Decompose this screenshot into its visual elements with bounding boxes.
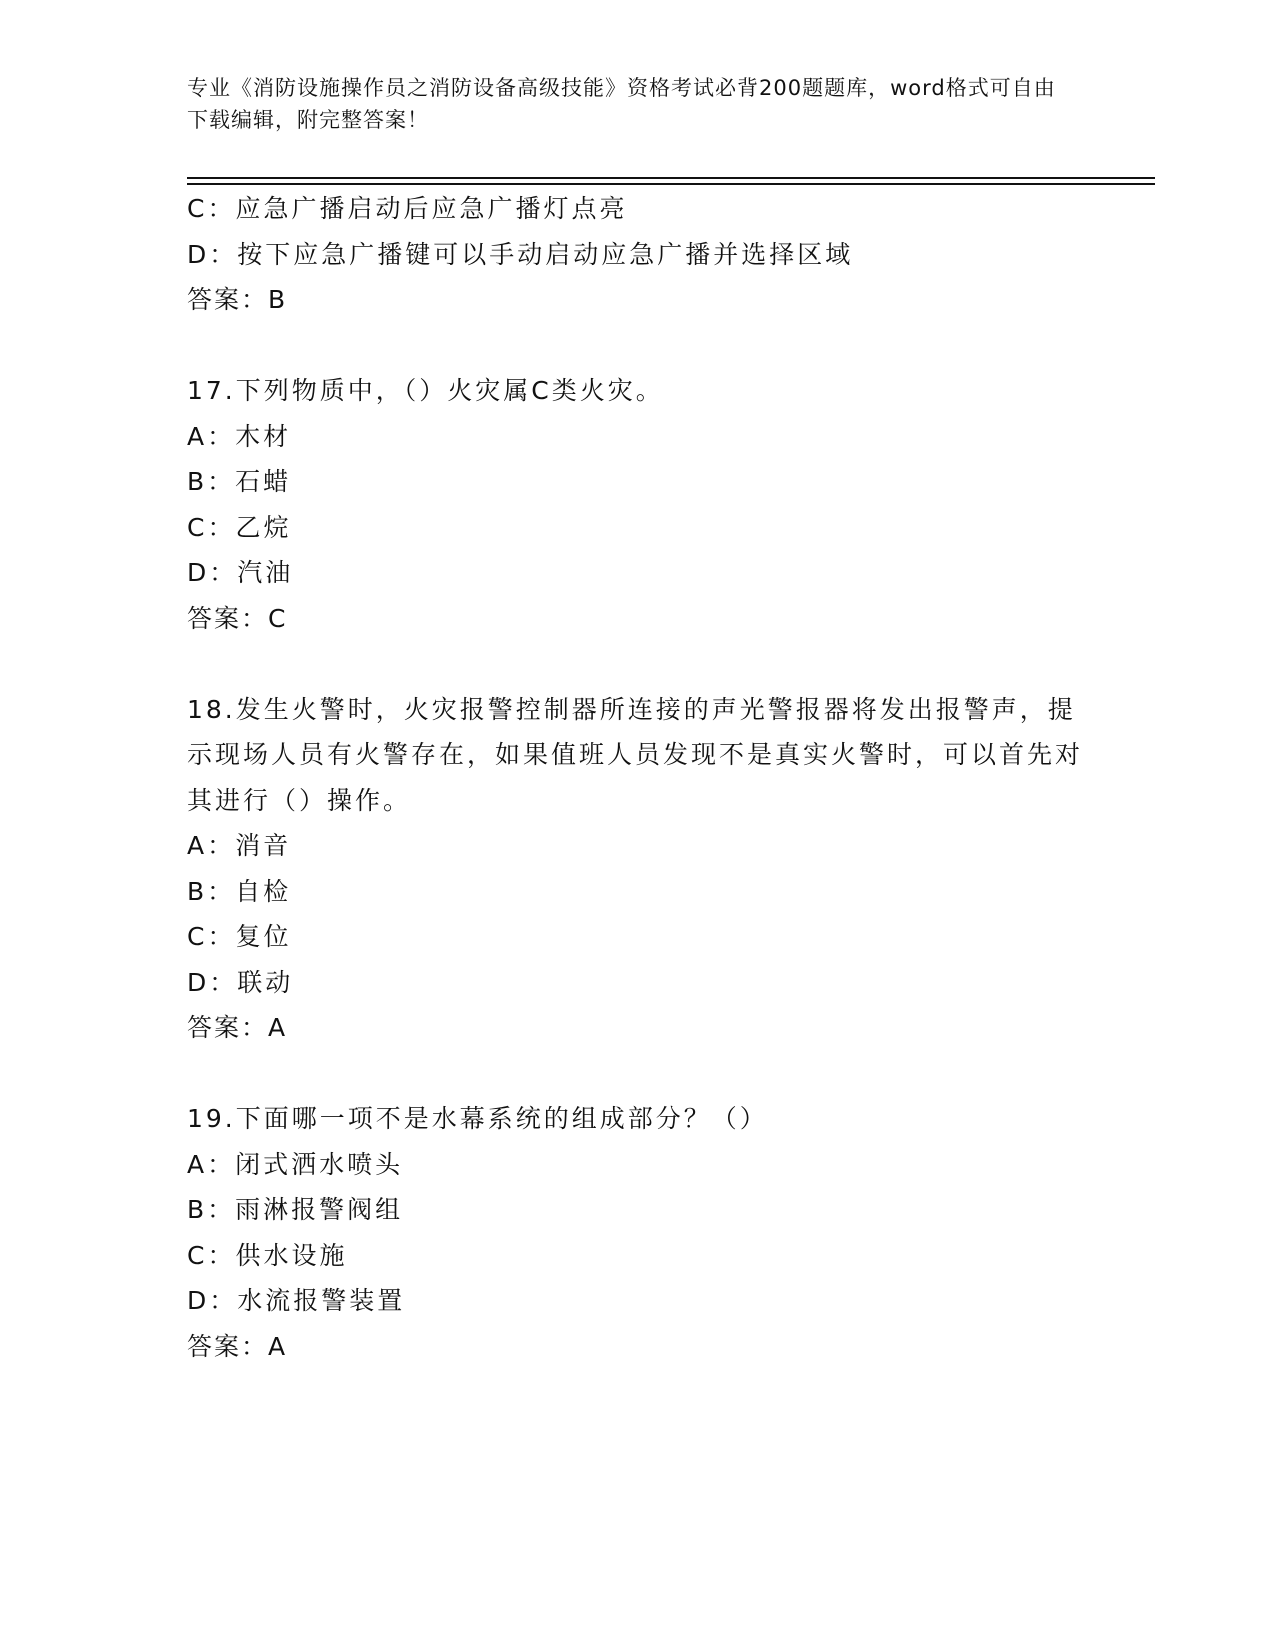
question-stem: 18.发生火警时，火灾报警控制器所连接的声光警报器将发出报警声，提示现场人员有火警存在，如果值班人员发现不是真实火警时，可以首先对其进行（）操作。	[187, 694, 1084, 815]
option-a: A：木材	[187, 421, 292, 451]
question-stem: 19.下面哪一项不是水幕系统的组成部分？（）	[187, 1104, 768, 1133]
header-divider-top	[187, 177, 1155, 179]
option-a: A：闭式洒水喷头	[187, 1149, 404, 1179]
answer: 答案：C	[187, 603, 288, 633]
option-b: B：石蜡	[187, 467, 292, 496]
option-d: D：联动	[187, 967, 294, 997]
answer: 答案：A	[187, 1013, 288, 1042]
answer: 答案：B	[187, 285, 288, 314]
option-c: C：乙烷	[187, 512, 292, 542]
document-header: 专业《消防设施操作员之消防设备高级技能》资格考试必背200题题库，word格式可自由下载编辑，附完整答案！	[187, 76, 1056, 132]
option-d: D：按下应急广播键可以手动启动应急广播并选择区域	[187, 239, 854, 269]
question-list	[187, 186, 1087, 1369]
header-divider-bottom	[187, 183, 1155, 185]
option-b: B：雨淋报警阀组	[187, 1195, 404, 1224]
option-d: D：汽油	[187, 558, 294, 587]
option-d: D：水流报警装置	[187, 1286, 406, 1315]
answer: 答案：A	[187, 1331, 288, 1361]
option-c: C：复位	[187, 922, 292, 951]
option-b: B：自检	[187, 876, 292, 906]
option-c: C：供水设施	[187, 1240, 348, 1270]
option-c: C：应急广播启动后应急广播灯点亮	[187, 194, 628, 223]
question-stem: 17.下列物质中，（）火灾属C类火灾。	[187, 376, 664, 405]
option-a: A：消音	[187, 831, 292, 860]
